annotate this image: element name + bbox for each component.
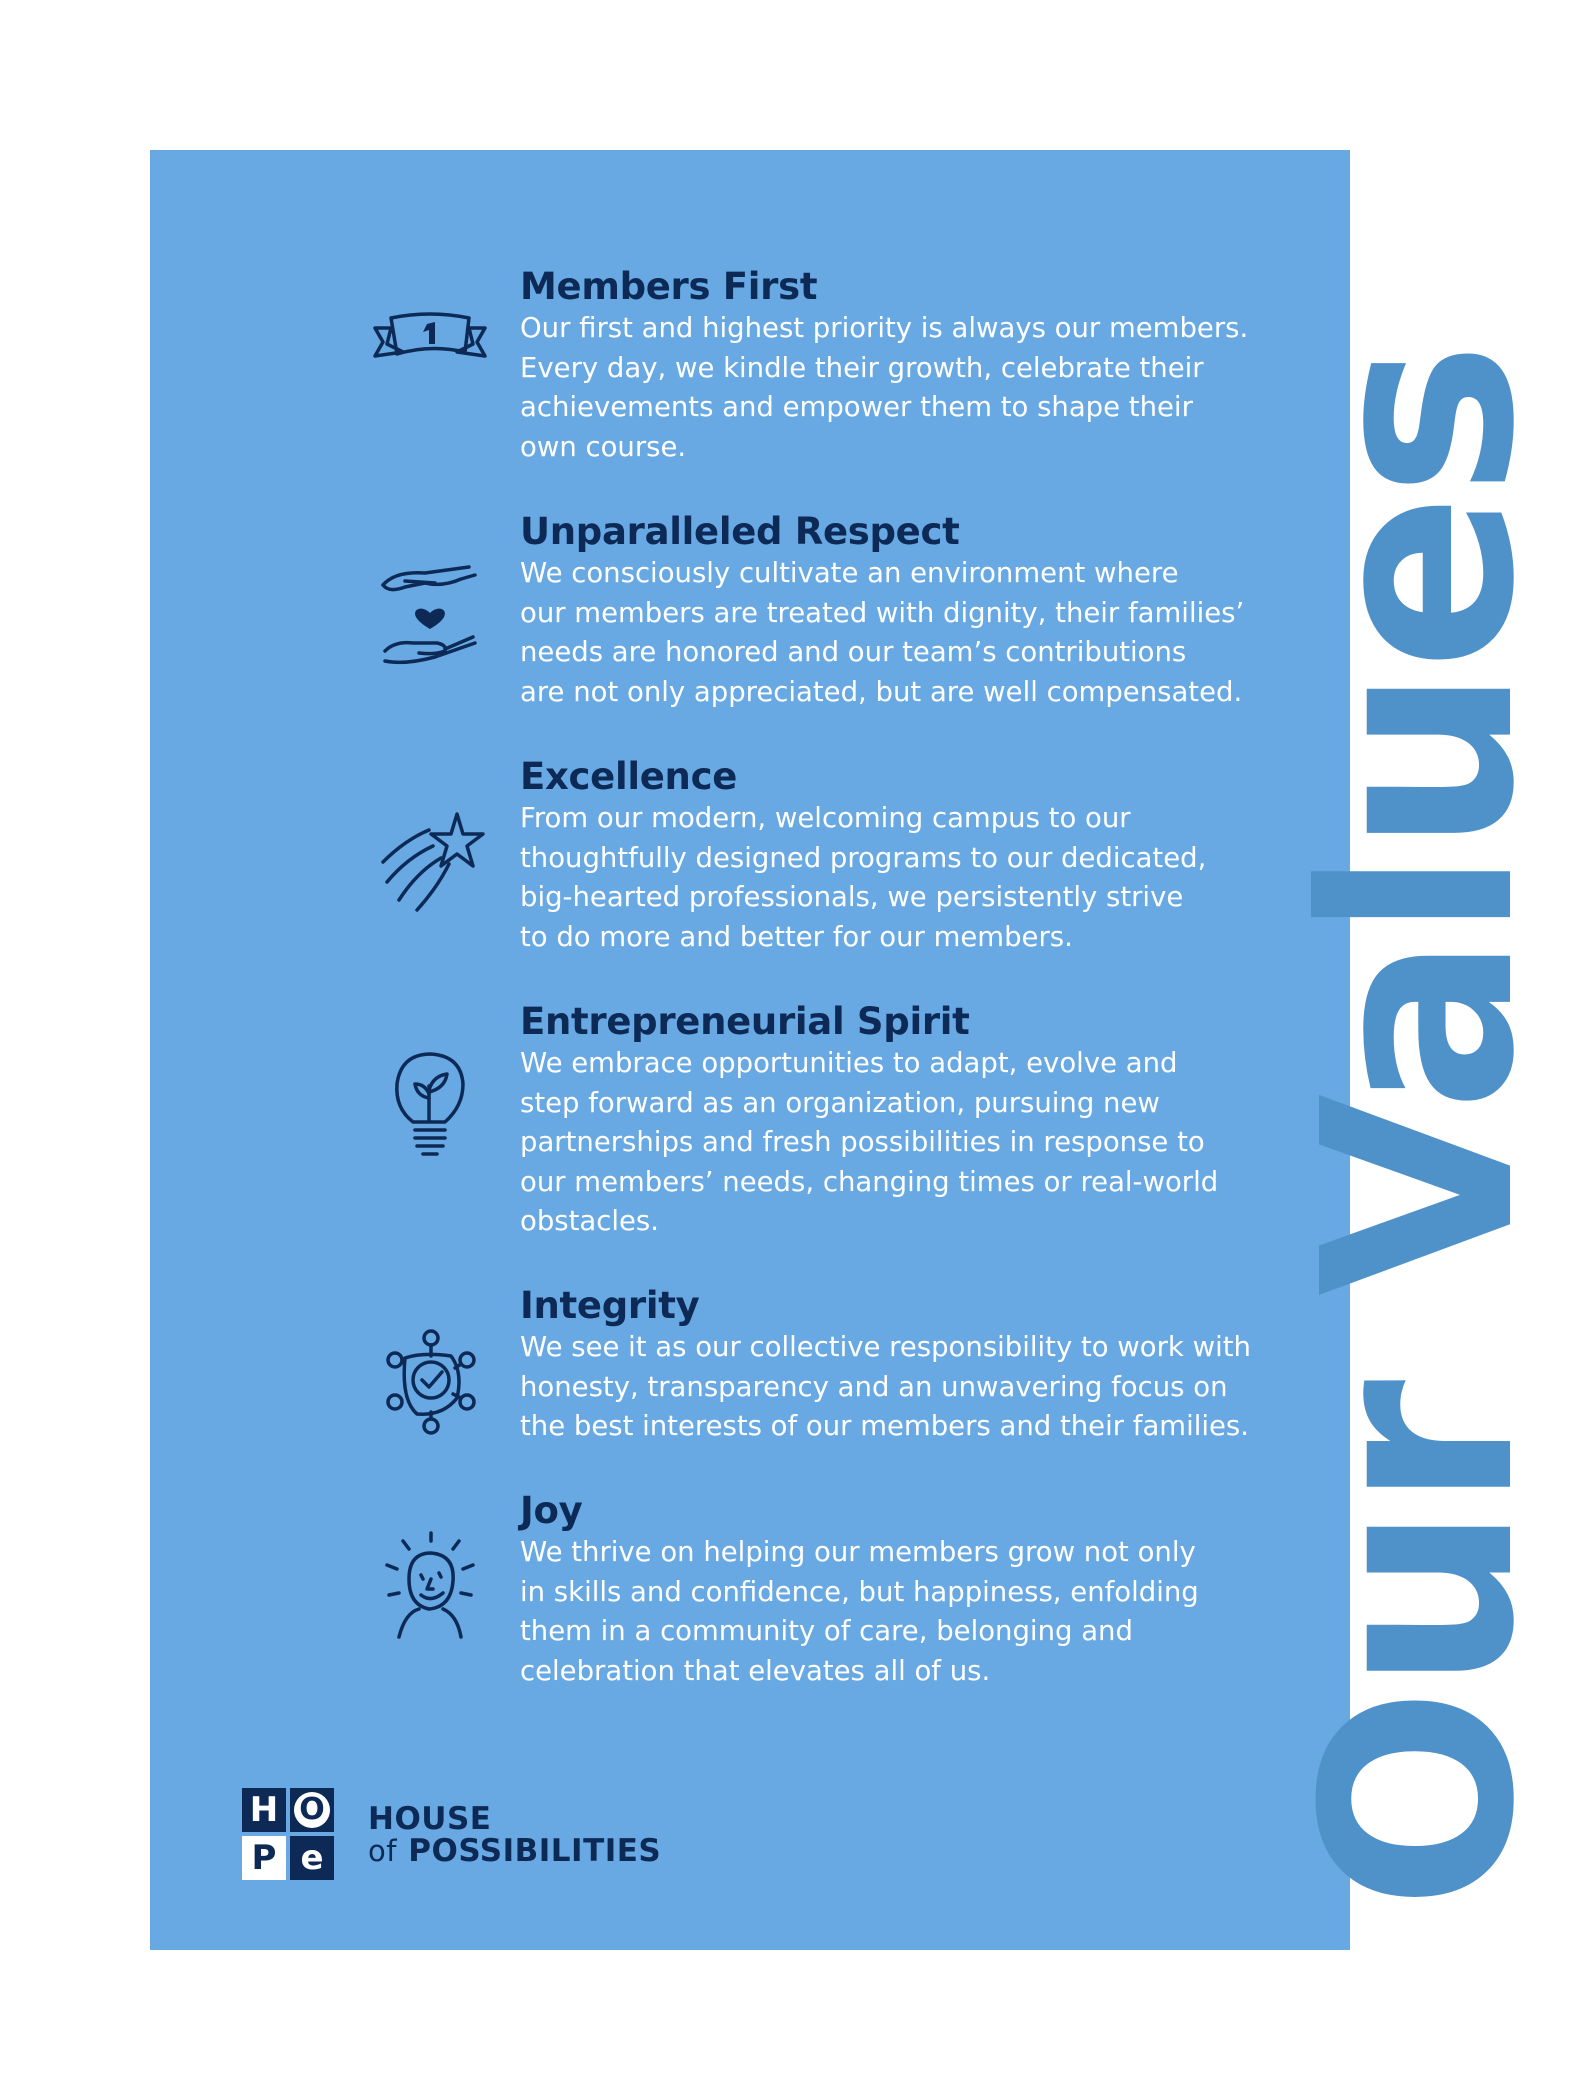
value-text: We consciously cultivate an environment where our members are treated with dignity, their families’ needs are honored and our team’s contributions are not only appreciated, but are well compensated.	[520, 557, 1245, 708]
logo-letter-o-box	[290, 1788, 334, 1832]
value-members-first	[520, 265, 1300, 467]
our-values-watermark: Our Values	[1267, 345, 1572, 1910]
value-title: Entrepreneurial Spirit	[520, 1000, 970, 1043]
shooting-star-icon	[365, 800, 495, 930]
brand-line-1: HOUSE	[368, 1801, 492, 1837]
value-title: Integrity	[520, 1284, 700, 1327]
value-text: From our modern, welcoming campus to our thoughtfully designed programs to our dedicated, big-hearted professionals, we persistently strive to do more and better for our members.	[520, 802, 1207, 953]
value-text: Our first and highest priority is always our members. Every day, we kindle their growth, celebrate their achievements and empower them to shape their own course.	[520, 312, 1249, 463]
lightbulb-sprout-icon	[365, 1038, 495, 1168]
brand-line-2: POSSIBILITIES	[408, 1833, 662, 1869]
value-entrepreneurial-spirit	[520, 1000, 1300, 1242]
value-joy	[520, 1489, 1300, 1691]
ribbon-number-one-icon	[365, 270, 495, 400]
logo-letter-p: P	[242, 1836, 286, 1880]
logo-letter-h: H	[242, 1788, 286, 1832]
values-poster	[150, 150, 1572, 1950]
value-title: Joy	[520, 1489, 583, 1532]
value-text: We thrive on helping our members grow not only in skills and confidence, but happiness, enfolding them in a community of care, belonging and celebration that elevates all of us.	[520, 1536, 1199, 1687]
hands-heart-icon	[365, 553, 495, 683]
value-title: Excellence	[520, 755, 737, 798]
value-text: We embrace opportunities to adapt, evolve and step forward as an organization, pursuing new partnerships and fresh possibilities in response to our members’ needs, changing times or real-world obstacles.	[520, 1047, 1219, 1237]
value-integrity	[520, 1284, 1300, 1447]
value-title: Unparalleled Respect	[520, 510, 960, 553]
hope-logo	[242, 1788, 338, 1884]
brand-name	[368, 1803, 661, 1867]
happy-face-icon	[365, 1525, 495, 1655]
value-excellence	[520, 755, 1300, 957]
logo-letter-o: O	[294, 1792, 330, 1828]
logo-letter-e: e	[290, 1836, 334, 1880]
watermark-wrapper	[1267, 345, 1572, 1910]
value-title: Members First	[520, 265, 818, 308]
network-check-icon	[365, 1320, 495, 1450]
value-unparalleled-respect	[520, 510, 1300, 712]
brand-of: of	[368, 1834, 397, 1868]
value-text: We see it as our collective responsibility to work with honesty, transparency and an unwavering focus on the best interests of our members and their families.	[520, 1331, 1251, 1442]
